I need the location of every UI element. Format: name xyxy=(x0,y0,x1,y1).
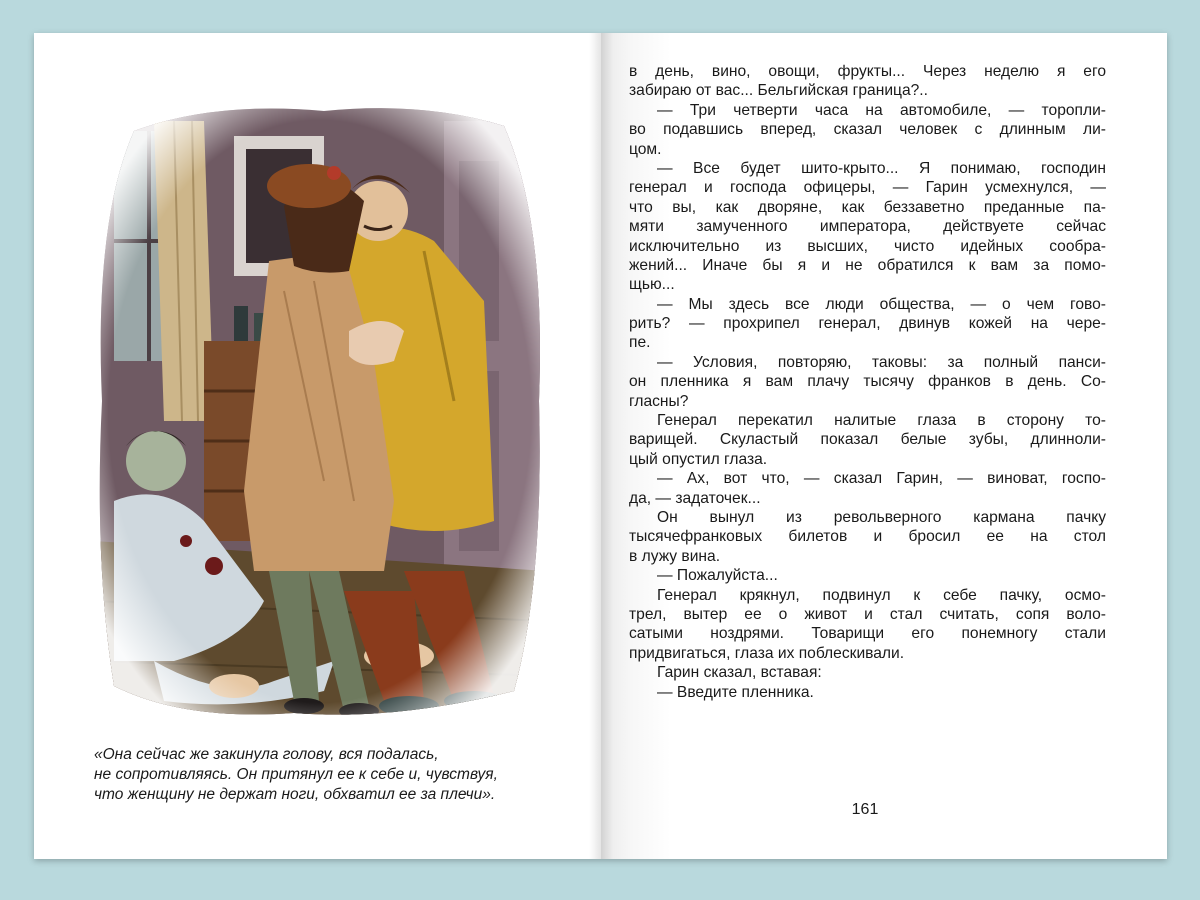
text-line: тысячефранковых билетов и бросил ее на стол xyxy=(629,528,1106,546)
text-line: да, — задаточек... xyxy=(629,489,761,507)
text-line: в лужу вина. xyxy=(629,547,721,565)
illustration-caption xyxy=(94,745,564,805)
book-gutter xyxy=(589,33,613,859)
text-line: забираю от вас... Бельгийская граница?.. xyxy=(629,82,928,100)
text-line: — Пожалуйста... xyxy=(657,567,778,585)
text-line: — Мы здесь все люди общества, — о чем гово- xyxy=(657,295,1106,313)
illustration-svg xyxy=(94,101,546,721)
text-line: Он вынул из револьверного кармана пачку xyxy=(657,508,1106,526)
text-line: придвигаться, глаза их поблескивали. xyxy=(629,644,905,662)
text-line: пе. xyxy=(629,334,651,352)
text-line: во подавшись вперед, сказал человек с длинным ли- xyxy=(629,121,1106,139)
text-line: Генерал крякнул, подвинул к себе пачку, осмо- xyxy=(657,586,1106,604)
text-line: трел, вытер ее о живот и стал считать, сопя воло- xyxy=(629,605,1106,623)
text-line: рить? — прохрипел генерал, двинув кожей на чере- xyxy=(629,315,1106,333)
page-number: 161 xyxy=(851,801,879,818)
text-line: — Три четверти часа на автомобиле, — торопли- xyxy=(657,101,1106,119)
text-line: гласны? xyxy=(629,392,689,410)
text-line: цом. xyxy=(629,140,662,158)
story-illustration xyxy=(94,101,546,721)
text-line: — Ах, вот что, — сказал Гарин, — виноват, госпо- xyxy=(657,470,1106,488)
text-line: цый опустил глаза. xyxy=(629,450,768,468)
text-line: Гарин сказал, вставая: xyxy=(657,664,822,682)
text-line: он пленника я вам плачу тысячу франков в день. Со- xyxy=(629,373,1106,391)
text-line: — Все будет шито-крыто... Я понимаю, господин xyxy=(657,159,1106,177)
left-page xyxy=(34,33,601,859)
caption-line: не сопротивляясь. Он притянул ее к себе и, чувствуя, xyxy=(94,766,498,783)
text-line: что вы, как дворяне, как беззаветно преданные па- xyxy=(629,198,1106,216)
text-line: щью... xyxy=(629,276,675,294)
text-line: — Условия, повторяю, таковы: за полный панси- xyxy=(657,353,1106,371)
body-text xyxy=(629,62,1106,702)
text-line: варищей. Скуластый показал белые зубы, длинноли- xyxy=(629,431,1106,449)
text-line: Генерал перекатил налитые глаза в сторону то- xyxy=(657,412,1106,430)
caption-line: что женщину не держат ноги, обхватил ее за плечи». xyxy=(94,786,496,803)
text-line: мяти замученного императора, действуете сейчас xyxy=(629,218,1106,236)
text-line: — Введите пленника. xyxy=(657,683,814,701)
text-line: жений... Иначе бы я и не обратился к вам за помо- xyxy=(629,256,1106,274)
text-line: исключительно из высших, чисто идейных сообра- xyxy=(629,237,1106,255)
caption-line: «Она сейчас же закинула голову, вся подалась, xyxy=(94,746,439,763)
text-line: в день, вино, овощи, фрукты... Через неделю я его xyxy=(629,63,1106,80)
text-line: сатыми ноздрями. Товарищи его понемногу стали xyxy=(629,625,1106,643)
text-line: генерал и господа офицеры, — Гарин усмехнулся, — xyxy=(629,179,1106,197)
